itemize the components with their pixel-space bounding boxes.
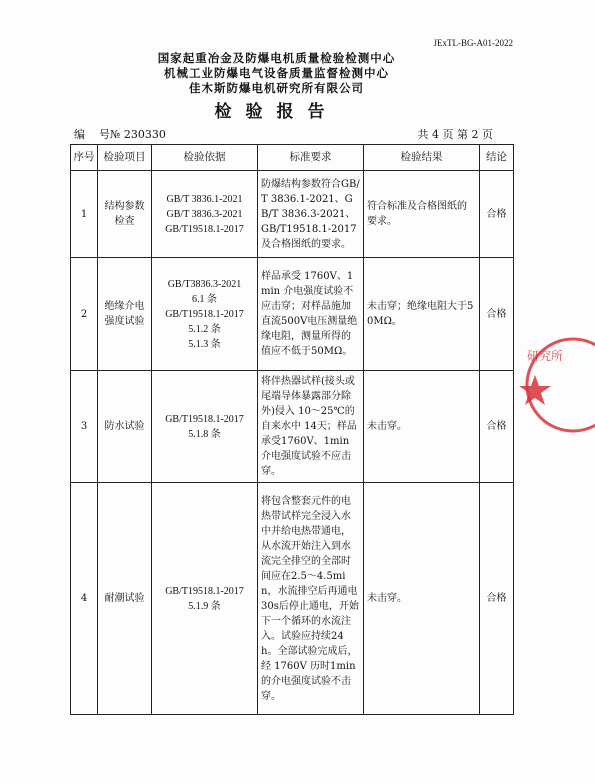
row-no: 3 [71,371,98,483]
basis-line: GB/T 3836.1-2021 [166,193,243,205]
row-requirement: 将包含整套元件的电热带试样完全浸入水中并给电热带通电，从水流开始注入到水流完全排空的全部时间应在2.5～4.5min，水流排空后再通电 30s后停止通电，开始下一个循环的水流注入。试验应持续24h。全部试验完成后，经 1760V 历时1min 的介电强度试验不击穿。 [258,483,364,715]
header-requirement: 标准要求 [258,145,364,171]
row-item: 防水试验 [98,371,152,483]
row-item: 绝缘介电强度试验 [98,258,152,371]
basis-line: GB/T19518.1-2017 [165,308,244,320]
row-no: 2 [71,258,98,371]
table-row [71,371,514,483]
row-item: 结构参数检查 [98,171,152,258]
document-code: JExTL-BG-A01-2022 [433,38,513,48]
total-pages: 4 [432,128,439,141]
basis-line: GB/T19518.1-2017 [165,585,244,597]
row-basis [152,171,258,258]
row-item: 耐潮试验 [98,483,152,715]
pages-unit: 页 [442,128,454,141]
seal-text: 研究所 [527,349,564,363]
row-basis [152,483,258,715]
basis-line: GB/T 3836.3-2021 [166,208,243,220]
official-seal [515,330,595,440]
page-unit: 页 [482,128,493,141]
row-result: 未击穿。 [364,371,480,483]
header-basis: 检验依据 [152,145,258,171]
row-no: 1 [71,171,98,258]
seal-graphic [515,330,595,440]
number-value: 230330 [123,128,166,141]
org-line-3: 佳木斯防爆电机研究所有限公司 [189,81,364,95]
row-conclusion: 合格 [480,258,514,371]
row-conclusion: 合格 [480,483,514,715]
header-result: 检验结果 [364,145,480,171]
page-info [418,126,494,142]
page-number: 2 [471,128,479,141]
basis-line: 5.1.2 条 [188,323,221,335]
org-line-1: 国家起重冶金及防爆电机质量检验检测中心 [157,51,396,65]
basis-line: GB/T3836.3-2021 [167,278,242,290]
header-no: 序号 [71,145,98,171]
row-result: 未击穿。 [364,483,480,715]
table-row [71,171,514,258]
basis-line: 5.1.9 条 [188,600,221,612]
basis-line: 6.1 条 [192,293,217,305]
inspection-table [70,144,514,715]
row-result: 符合标准及合格图纸的要求。 [364,171,480,258]
report-number [74,126,166,142]
number-label: 编 [74,128,85,141]
row-no: 4 [71,483,98,715]
row-result: 未击穿；绝缘电阻大于50MΩ。 [364,258,480,371]
header-conclusion: 结论 [480,145,514,171]
report-title: 检验报告 [214,102,339,122]
header-item: 检验项目 [98,145,152,171]
row-requirement: 样品承受 1760V、1min 介电强度试验不应击穿；对样品施加直流500V电压测量绝缘电阻，测量所得的值应不低于50MΩ。 [258,258,364,371]
page-label: 第 [457,128,468,141]
row-basis [152,258,258,371]
row-conclusion: 合格 [480,371,514,483]
table-row [71,258,514,371]
number-label-2: 号№ [99,128,121,141]
row-requirement: 防爆结构参数符合GB/T 3836.1-2021、GB/T 3836.3-2021、GB/T19518.1-2017及合格图纸的要求。 [258,171,364,258]
basis-line: GB/T19518.1-2017 [165,413,244,425]
total-label: 共 [417,128,429,141]
basis-line: 5.1.8 条 [188,428,221,440]
basis-line: 5.1.3 条 [188,338,221,350]
row-basis [152,371,258,483]
row-conclusion: 合格 [480,171,514,258]
row-requirement: 将伴热器试样(接头或尾端导体暴露部分除外)侵入 10～25℃的自来水中 14天；样品承受1760V、1min 介电强度试验不应击穿。 [258,371,364,483]
basis-line: GB/T19518.1-2017 [165,223,244,235]
table-row [71,483,514,715]
org-line-2: 机械工业防爆电气设备质量监督检测中心 [164,66,389,80]
table-header-row [71,145,514,171]
